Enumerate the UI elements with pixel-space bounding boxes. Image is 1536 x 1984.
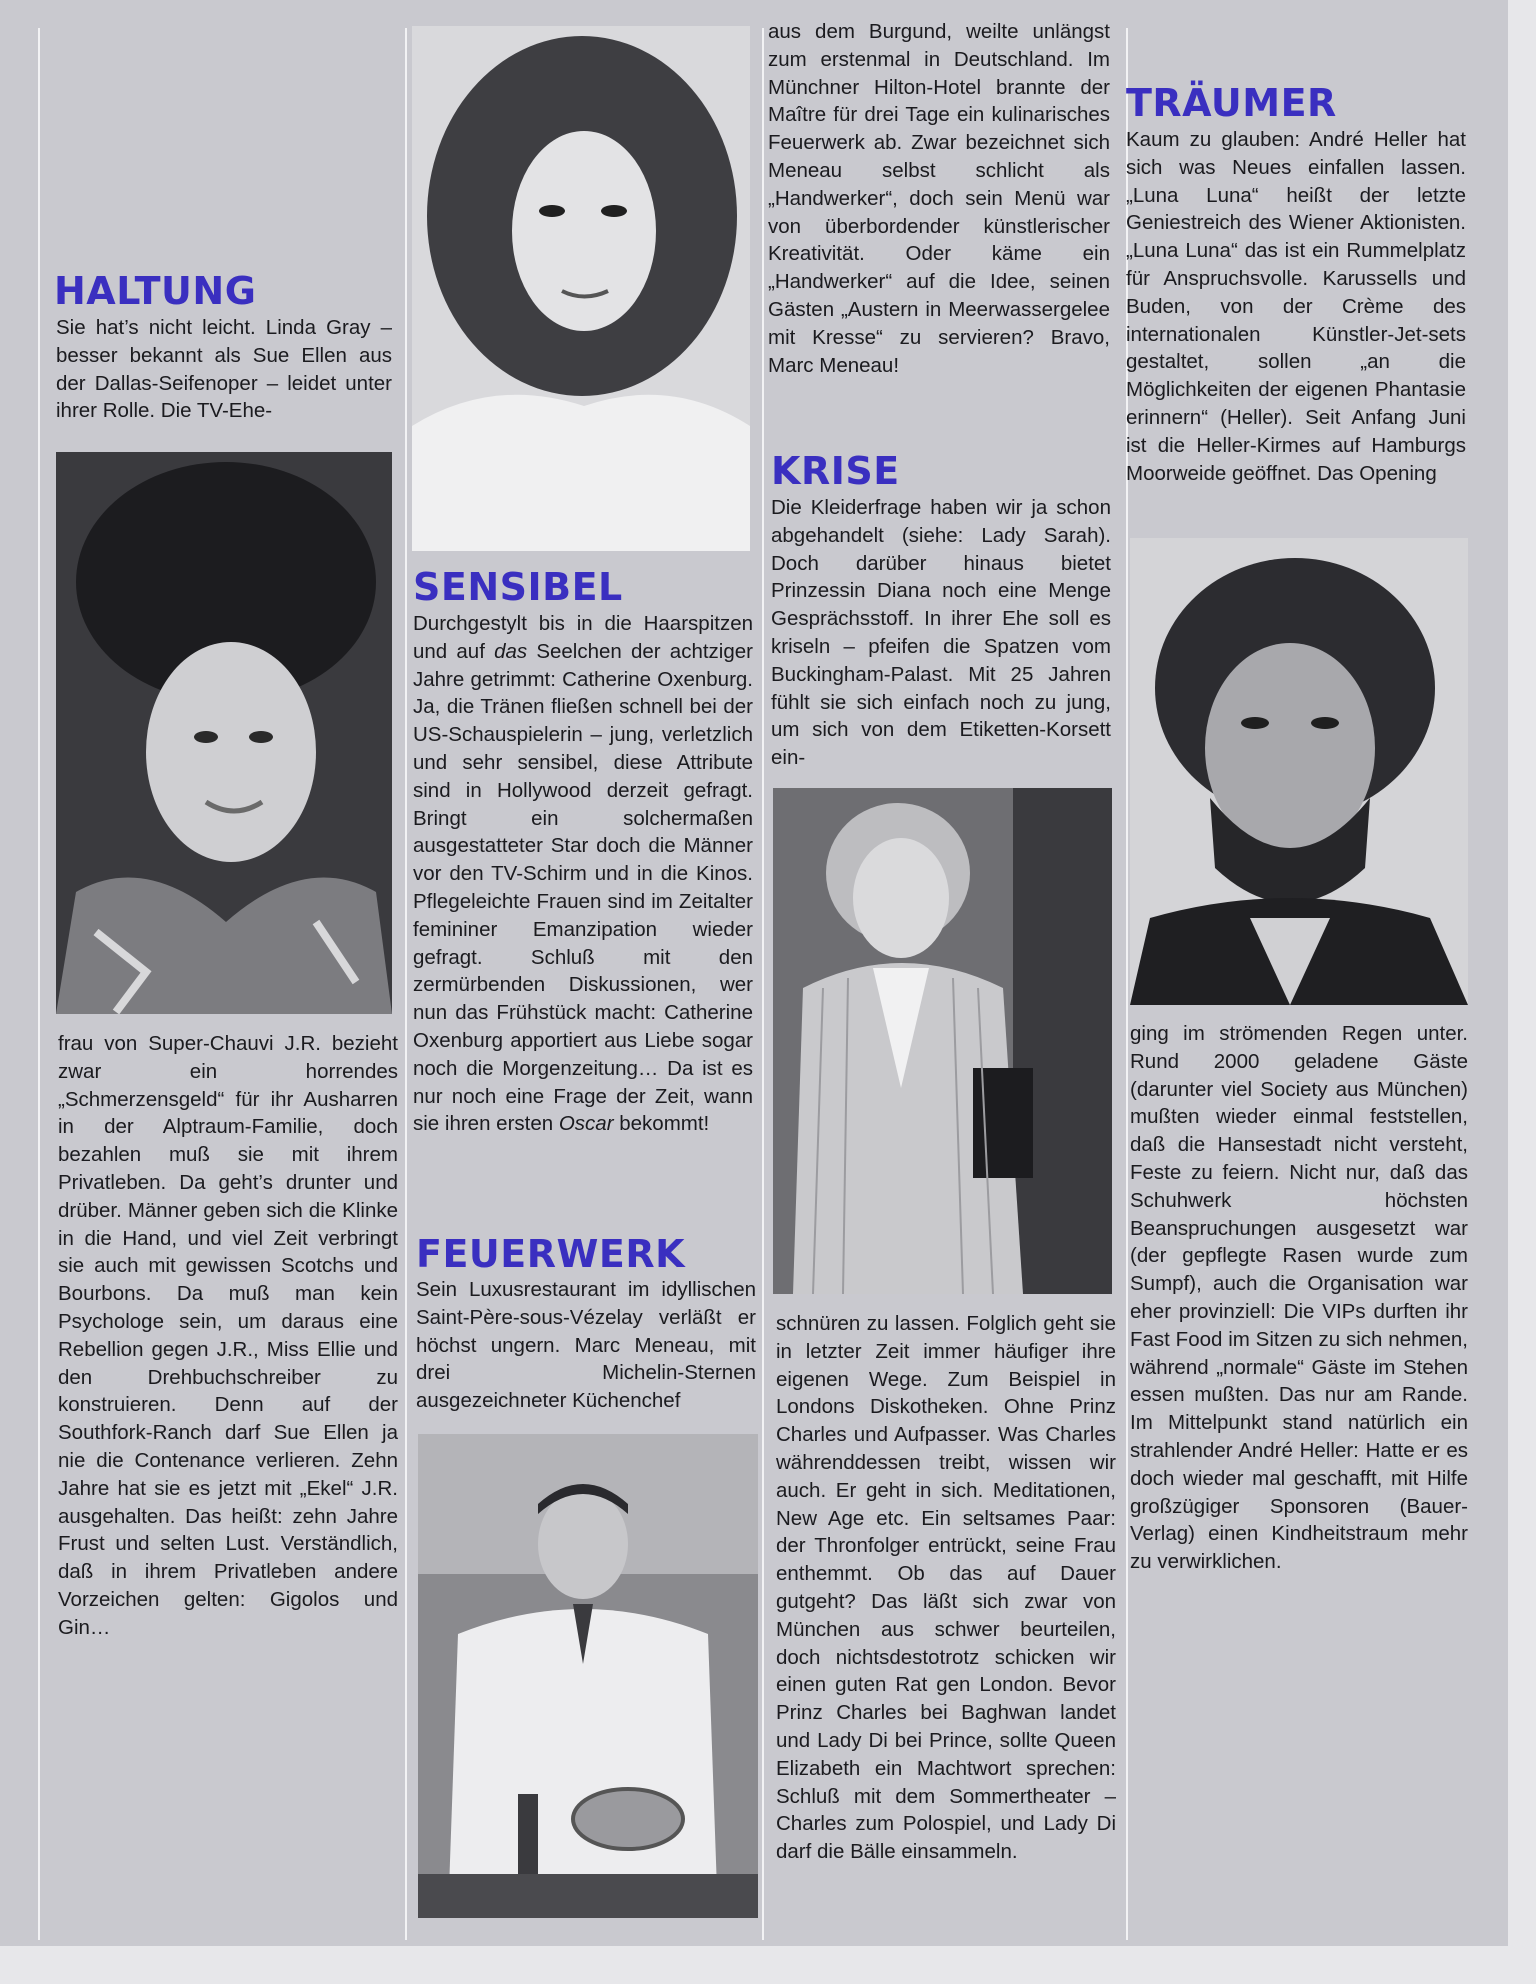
headline-krise: KRISE (771, 449, 900, 493)
article-text-feuerwerk-intro: Sein Luxusrestaurant im idyllischen Saint-Père-sous-Vézelay verläßt er höchst ungern. Marc Meneau, mit drei Michelin-Sternen ausgezeichneter Küchenchef (416, 1278, 756, 1413)
photo-princess-diana (773, 788, 1112, 1294)
photo-catherine-oxenburg (412, 26, 750, 551)
article-text-traeumer-body: ging im strömenden Regen unter. Rund 2000 geladene Gäste (darunter viel Society aus München) mußten wieder einmal feststellen, daß die Hansestadt nicht versteht, Feste zu feiern. Nicht nur, daß das Schuhwerk höchsten Beanspruchungen ausgesetzt war (der gepflegte Rasen wurde zum Sumpf), auch die Organisation war eher provinziell: Die VIPs durften ihr Fast Food im Sitzen zu sich nehmen, während „normale“ Gäste im Stehen essen mußten. Das nur am Rande. Im Mittelpunkt stand natürlich ein strahlender André Heller: Hatte er es doch wieder mal geschafft, mit Hilfe großzügiger Sponsoren (Bauer-Verlag) einen Kindheitstraum mehr zu verwirklichen. (1130, 1022, 1468, 1574)
article-text-krise-intro: Die Kleiderfrage haben wir ja schon abgehandelt (siehe: Lady Sarah). Doch darüber hinaus bietet Prinzessin Diana noch eine Menge Gesprächsstoff. In ihrer Ehe soll es kriseln – pfeifen die Spatzen vom Buckingham-Palast. Mit 25 Jahren fühlt sie sich einfach noch zu jung, um sich von dem Etiketten-Korsett ein- (771, 496, 1111, 770)
headline-sensibel: SENSIBEL (413, 565, 623, 609)
article-text-haltung-body: frau von Super-Chauvi J.R. bezieht zwar ein horrendes „Schmerzensgeld“ für ihr Ausharren in der Alptraum-Familie, doch bezahlen muß sie mit ihrem Privatleben. Da geht’s drunter und drüber. Männer geben sich die Klinke in die Hand, und viel Zeit verbringt sie auch mit gewissen Scotchs und Bourbons. Da muß man kein Psychologe sein, um daraus eine Rebellion gegen J.R., Miss Ellie und den Drehbuchschreiber zu konstruieren. Denn auf der Southfork-Ranch darf Sue Ellen ja nie die Contenance verlieren. Zehn Jahre hat sie es jetzt mit „Ekel“ J.R. ausgehalten. Das heißt: zehn Jahre Frust und selten Lust. Verständlich, daß in ihrem Privatleben andere Vorzeichen gelten: Gigolos und Gin… (58, 1032, 398, 1639)
article-text-krise-body: schnüren zu lassen. Folglich geht sie in letzter Zeit immer häufiger ihre eigenen Wege. Zum Beispiel in Londons Diskotheken. Ohne Prinz Charles und Aufpasser. Was Charles währenddessen treibt, wissen wir auch. Er geht in sich. Meditationen, New Age etc. Ein seltsames Paar: der Thronfolger entrückt, seine Frau enthemmt. Ob das auf Dauer gutgeht? Das läßt sich zwar von München aus schwer beurteilen, doch nichtsdestotrotz schicken wir einen guten Rat gen London. Bevor Prinz Charles bei Baghwan landet und Lady Di bei Prince, sollte Queen Elizabeth ein Machtwort sprechen: Schluß mit dem Sommertheater – Charles zum Polospiel, und Lady Di darf die Bälle einsammeln. (776, 1312, 1116, 1864)
sensibel-text-oscar: Oscar (558, 1112, 614, 1136)
headline-haltung: HALTUNG (54, 269, 257, 313)
article-text-haltung-intro: Sie hat’s nicht leicht. Linda Gray – besser bekannt als Sue Ellen aus der Dallas-Seifenoper – leidet unter ihrer Rolle. Die TV-Ehe- (56, 316, 392, 423)
photo-andre-heller (1130, 538, 1468, 1005)
headline-feuerwerk: FEUERWERK (416, 1232, 686, 1276)
headline-traeumer: TRÄUMER (1126, 81, 1337, 125)
sensibel-text-c: bekommt! (613, 1112, 710, 1136)
sensibel-text-emphasis: das (494, 639, 528, 663)
article-text-sensibel (413, 610, 753, 1138)
column-rule (38, 28, 40, 1940)
article-text-feuerwerk-body: aus dem Burgund, weilte unlängst zum erstenmal in Deutschland. Im Münchner Hilton-Hotel brannte der Maître für drei Tage ein kulinarisches Feuerwerk ab. Zwar bezeichnet sich Meneau selbst schlicht als „Handwerker“, doch sein Menü war von überbordender künstlerischer Kreativität. Oder käme ein „Handwerker“ auf die Idee, seinen Gästen „Austern in Meerwassergelee mit Kresse“ zu servieren? Bravo, Marc Meneau! (768, 20, 1110, 377)
sensibel-text-b: Seelchen der achtziger Jahre getrimmt: Catherine Oxenburg. Ja, die Tränen fließen schnell bei der US-Schauspielerin – jung, verletzlich und sehr sensibel, diese Attribute sind in Hollywood derzeit gefragt. Bringt ein solchermaßen ausgestatteter Star doch die Männer vor den TV-Schirm und in die Kinos. Pflegeleichte Frauen sind im Zeitalter femininer Emanzipation wieder gefragt. Schluß mit den zermürbenden Diskussionen, wer nun das Frühstück macht: Catherine Oxenburg apportiert aus Liebe sogar noch die Morgenzeitung… Da ist es nur noch eine Frage der Zeit, wann sie ihren ersten (413, 639, 753, 1136)
column-rule (762, 28, 764, 1940)
photo-marc-meneau (418, 1434, 758, 1918)
column-rule (405, 28, 407, 1940)
sensibel-text-a: Durchgestylt bis in die Haarspitzen und auf (413, 612, 753, 663)
article-text-traeumer-intro: Kaum zu glauben: André Heller hat sich was Neues einfallen lassen. „Luna Luna“ heißt der letzte Geniestreich des Wiener Aktionisten. „Luna Luna“ das ist ein Rummelplatz für Anspruchsvolle. Karussells und Buden, von der Crème des internationalen Künstler-Jet-sets gestaltet, sollen „an die Möglichkeiten der eigenen Phantasie erinnern“ (Heller). Seit Anfang Juni ist die Heller-Kirmes auf Hamburgs Moorweide geöffnet. Das Opening (1126, 128, 1466, 485)
photo-linda-gray (56, 452, 392, 1014)
